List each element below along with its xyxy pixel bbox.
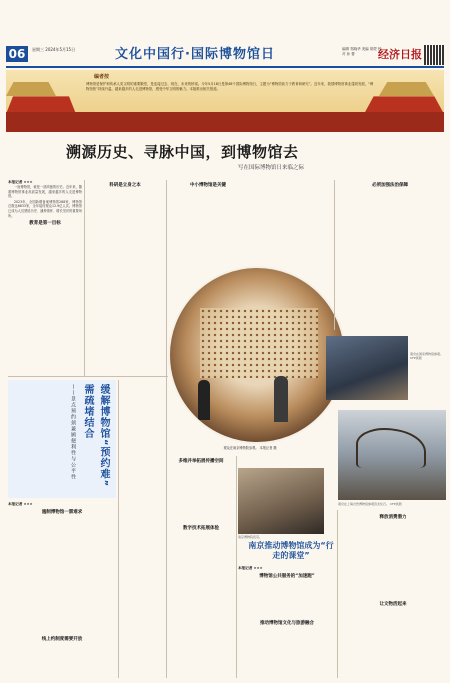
feature1-subhead: 数字技术拓展体验 [183, 526, 219, 531]
feature2-col2 [120, 380, 164, 678]
main-subhead: 写在国际博物馆日来临之际 [238, 165, 305, 171]
feature2-col1 [8, 502, 116, 678]
feature1-subhead: 多维并举拓展传播空间 [178, 459, 224, 464]
right-col-top [336, 180, 444, 330]
main-headline: 溯源历史、寻脉中国，到博物馆去 [66, 143, 299, 161]
nanjing-col [238, 566, 336, 678]
feature1-col2 [86, 180, 164, 376]
newspaper-brand: 经济日报 [378, 48, 422, 61]
nanjing-byline: 本报记者 ××× [238, 566, 263, 570]
column-rule [84, 180, 85, 376]
column-rule [337, 510, 338, 678]
column-rule [166, 180, 167, 678]
right-col-bottom [340, 512, 446, 678]
dino-photo-caption: 观众在上海自然博物馆参观恐龙化石。 CFP供图 [338, 502, 402, 506]
nanjing-subhead: 博物馆公共服务的“加速跑” [259, 574, 315, 579]
feature1-col5 [168, 456, 234, 678]
feature2-title-line2: 需疏堵结合 [82, 384, 93, 439]
feature1-para: 一座博物馆，就是一部浓缩的历史。近年来，随着博物馆事业高质量发展，越来越多的人走进博物馆。 [8, 185, 82, 199]
feature1-col3 [168, 180, 248, 264]
editor-note: 博物馆是保护和传承人类文明的重要殿堂，是连接过去、现在、未来的桥梁。今年5月18日是第48个国际博物馆日，主题为“博物馆致力于教育和研究”。近年来，我国博物馆事业蓬勃发展，“博物馆热”持续升温，越来越多的人走进博物馆，感受中华文明的魅力。本版推出相关报道。 [86, 82, 374, 91]
feature2-title-block [8, 380, 116, 498]
feature1-subhead: 中小博物馆是关键 [190, 183, 226, 188]
feature1-para: 2023年，全国新增备案博物馆268家，博物馆总数达6833家，全年接待观众12.9亿人次。博物馆已成为人们感悟历史、涵养情怀、增长见识的重要场所。 [8, 199, 82, 218]
palace-banner [6, 70, 444, 132]
feature1-subhead: 教育是第一目标 [29, 221, 61, 227]
circle-photo-caption: 观众在南京博物院参观。 本报记者 摄 [223, 446, 277, 450]
feature2-subhead: 遏制博物馆一票难求 [41, 510, 83, 515]
masthead-rule [6, 66, 444, 68]
nanjing-subhead: 推动博物馆文化与旅游融合 [260, 621, 314, 626]
column-rule [236, 456, 237, 678]
feature1-subhead: 科研是立身之本 [109, 183, 141, 188]
feature1-col4 [252, 180, 332, 264]
feature2-byline: 本报记者 ××× [8, 502, 33, 506]
page-number: 06 [6, 46, 28, 62]
nanjing-museum-photo [238, 468, 324, 534]
museum-exhibit-photo [168, 266, 346, 444]
section-title: 文化中国行·国际博物馆日 [115, 47, 275, 62]
feature2-deck: ——景点预约须兼顾便利性与公平性 [70, 384, 76, 480]
nanjing-photo-caption: 南京博物院夜景。 [238, 535, 263, 539]
feature1-col1 [8, 180, 82, 376]
page-date: 星期三 2024年5月15日 [32, 47, 76, 52]
right-subhead: 必须加强法治保障 [372, 183, 408, 188]
editor-credits: 编辑 郑晓华 美编 胡蒙 校对 孙 蕾 [342, 47, 382, 56]
dinosaur-fossil-photo [338, 410, 446, 500]
right-subhead: 让文物活起来 [379, 602, 407, 607]
qr-code-icon [424, 45, 444, 65]
feature2-subhead: 线上约制度需要开放 [41, 637, 83, 642]
editor-note-title: 编者按 [94, 74, 110, 80]
nanjing-headline: 南京推动博物馆成为“行走的课堂” [248, 541, 334, 560]
right-photo-caption: 观众在国家博物馆参观。 CFP供图 [410, 352, 444, 360]
column-rule [118, 380, 119, 678]
feature2-title-line1: 缓解博物馆“预约难” [98, 384, 109, 488]
feature1-byline: 本报记者 ××× [8, 180, 33, 184]
museum-visitors-photo [326, 336, 408, 400]
column-rule [334, 180, 335, 330]
right-subhead: 释放消费潜力 [379, 515, 407, 520]
divider [8, 376, 168, 377]
